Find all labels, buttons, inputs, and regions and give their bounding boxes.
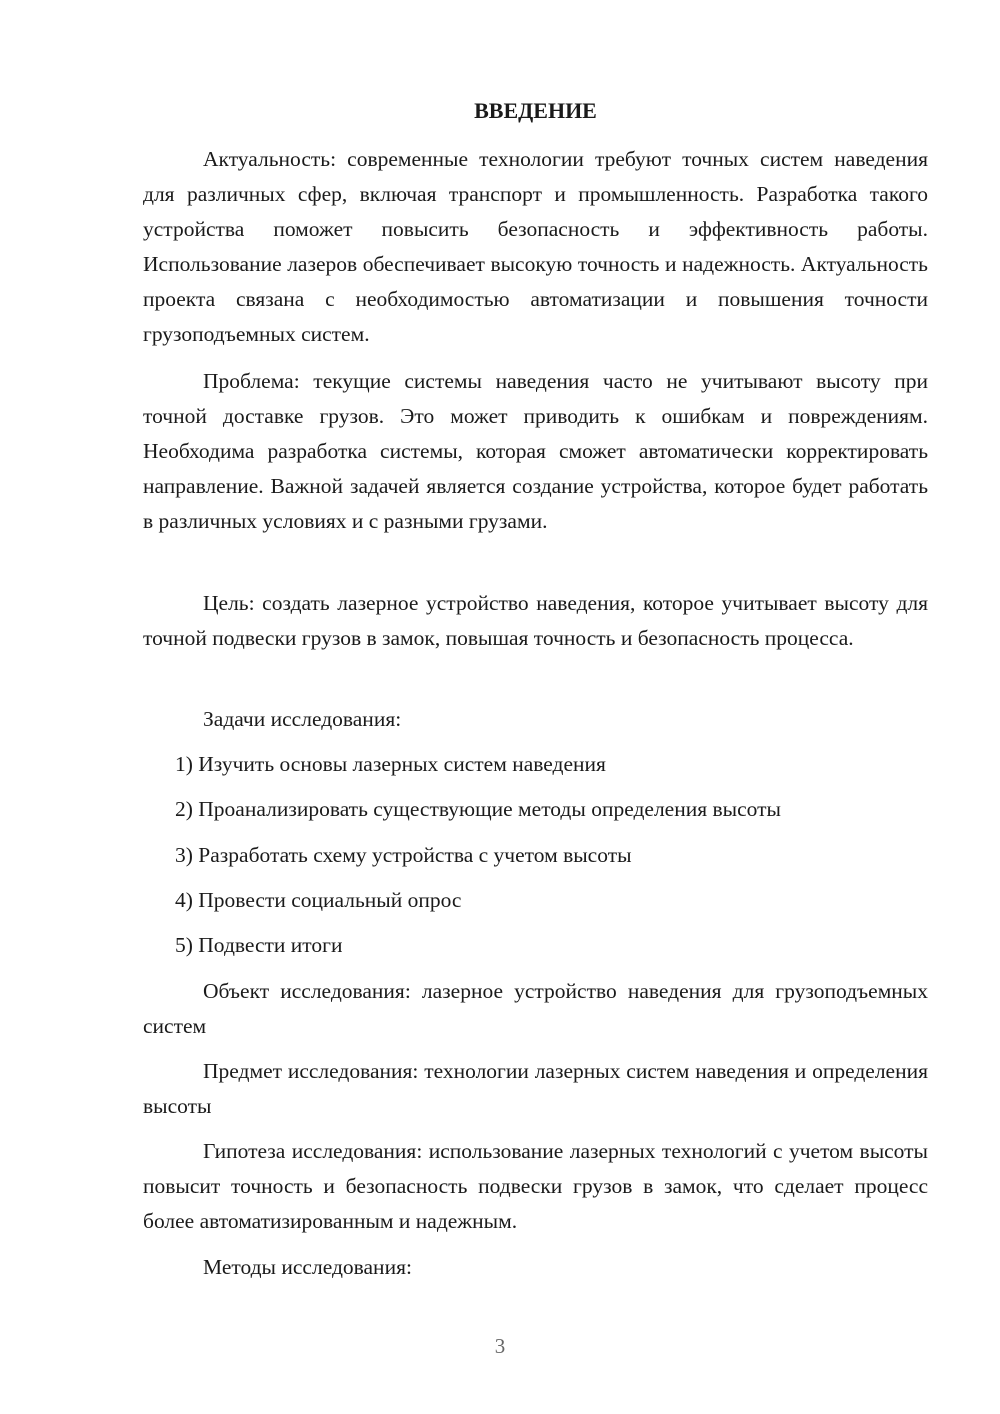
page-title: ВВЕДЕНИЕ [474,98,597,123]
problem-paragraph: Проблема: текущие системы наведения часто не учитывают высоту при точной доставке грузов. Это может приводить к ошибкам и повреждениям. Необходима разработка системы, которая сможет автоматически корректировать направление. Важной задачей является создание устройства, которое будет работать в различных условиях и с разными грузами. [143,369,928,533]
relevance-paragraph: Актуальность: современные технологии требуют точных систем наведения для различных сфер, включая транспорт и промышленность. Разработка такого устройства поможет повысить безопасность и эффективность работы. Использование лазеров обеспечивает высокую точность и надежность. Актуальность проекта связана с необходимостью автоматизации и повышения точности грузоподъемных систем. [143,147,928,346]
task-item-4: 4) Провести социальный опрос [175,888,462,912]
hypothesis-paragraph: Гипотеза исследования: использование лазерных технологий с учетом высоты повысит точность и безопасность подвески грузов в замок, что сделает процесс более автоматизированным и надежным. [143,1139,928,1233]
goal-paragraph: Цель: создать лазерное устройство наведения, которое учитывает высоту для точной подвески грузов в замок, повышая точность и безопасность процесса. [143,591,928,650]
page-number: 3 [494,1334,506,1358]
object-paragraph: Объект исследования: лазерное устройство наведения для грузоподъемных систем [143,979,928,1038]
task-item-3: 3) Разработать схему устройства с учетом высоты [175,843,632,867]
task-item-1: 1) Изучить основы лазерных систем наведения [175,752,606,776]
task-item-2: 2) Проанализировать существующие методы определения высоты [175,797,781,821]
methods-heading: Методы исследования: [203,1255,412,1279]
task-item-5: 5) Подвести итоги [175,933,343,957]
subject-paragraph: Предмет исследования: технологии лазерных систем наведения и определения высоты [143,1059,928,1118]
tasks-heading: Задачи исследования: [203,707,402,731]
